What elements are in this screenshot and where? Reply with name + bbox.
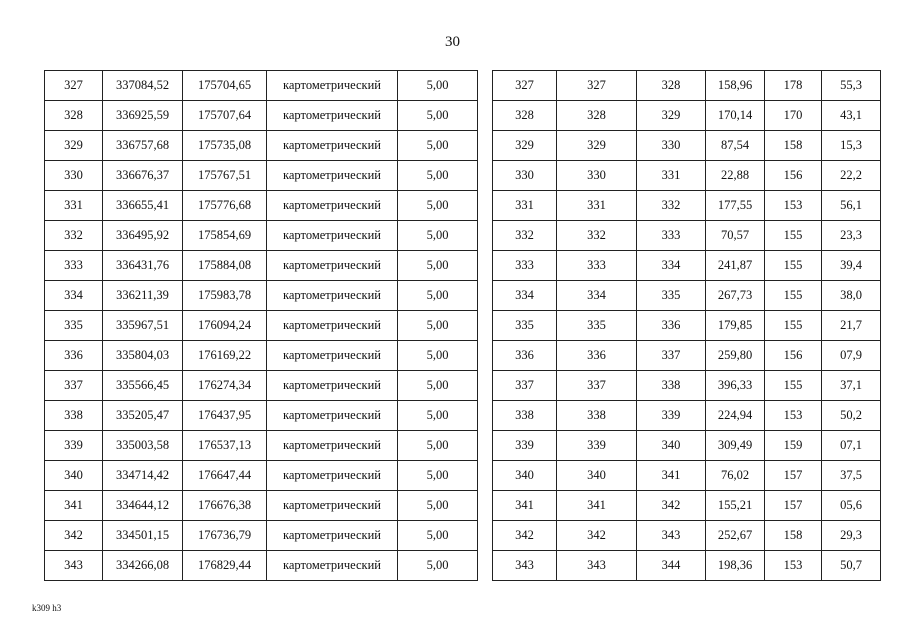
table-row (493, 461, 881, 491)
method-cell: картометрический (267, 101, 398, 131)
angle-minutes-cell: 37,5 (822, 461, 881, 491)
to-point-cell: 331 (637, 161, 706, 191)
method-cell: картометрический (267, 491, 398, 521)
from-point-cell: 340 (557, 461, 637, 491)
distance-cell: 76,02 (706, 461, 765, 491)
point-number-cell: 335 (45, 311, 103, 341)
angle-minutes-cell: 50,2 (822, 401, 881, 431)
from-point-cell: 329 (557, 131, 637, 161)
distance-cell: 252,67 (706, 521, 765, 551)
row-number-cell: 333 (493, 251, 557, 281)
table-row (45, 221, 478, 251)
method-cell: картометрический (267, 281, 398, 311)
x-coordinate-cell: 336211,39 (103, 281, 183, 311)
y-coordinate-cell: 175854,69 (183, 221, 267, 251)
table-row (493, 311, 881, 341)
row-number-cell: 331 (493, 191, 557, 221)
from-point-cell: 330 (557, 161, 637, 191)
to-point-cell: 339 (637, 401, 706, 431)
method-cell: картометрический (267, 251, 398, 281)
row-number-cell: 338 (493, 401, 557, 431)
point-number-cell: 339 (45, 431, 103, 461)
table-row (493, 191, 881, 221)
angle-minutes-cell: 43,1 (822, 101, 881, 131)
row-number-cell: 329 (493, 131, 557, 161)
to-point-cell: 343 (637, 521, 706, 551)
x-coordinate-cell: 334644,12 (103, 491, 183, 521)
y-coordinate-cell: 176437,95 (183, 401, 267, 431)
method-cell: картометрический (267, 131, 398, 161)
distance-cell: 259,80 (706, 341, 765, 371)
from-point-cell: 338 (557, 401, 637, 431)
point-number-cell: 327 (45, 71, 103, 101)
method-cell: картометрический (267, 311, 398, 341)
footer-code: k309 h3 (32, 603, 62, 613)
angle-degrees-cell: 153 (765, 401, 822, 431)
angle-minutes-cell: 05,6 (822, 491, 881, 521)
from-point-cell: 332 (557, 221, 637, 251)
angle-degrees-cell: 170 (765, 101, 822, 131)
row-number-cell: 332 (493, 221, 557, 251)
table-row (493, 131, 881, 161)
table-row (45, 461, 478, 491)
table-row (493, 101, 881, 131)
table-row (45, 311, 478, 341)
angle-degrees-cell: 157 (765, 491, 822, 521)
y-coordinate-cell: 176736,79 (183, 521, 267, 551)
method-cell: картометрический (267, 401, 398, 431)
method-cell: картометрический (267, 71, 398, 101)
method-cell: картометрический (267, 551, 398, 581)
point-number-cell: 337 (45, 371, 103, 401)
y-coordinate-cell: 175735,08 (183, 131, 267, 161)
distances-table (492, 70, 881, 581)
distance-cell: 198,36 (706, 551, 765, 581)
x-coordinate-cell: 336655,41 (103, 191, 183, 221)
distance-cell: 309,49 (706, 431, 765, 461)
y-coordinate-cell: 176274,34 (183, 371, 267, 401)
angle-degrees-cell: 155 (765, 311, 822, 341)
accuracy-cell: 5,00 (398, 251, 478, 281)
method-cell: картометрический (267, 461, 398, 491)
to-point-cell: 333 (637, 221, 706, 251)
from-point-cell: 335 (557, 311, 637, 341)
point-number-cell: 329 (45, 131, 103, 161)
table-row (493, 491, 881, 521)
distance-cell: 177,55 (706, 191, 765, 221)
row-number-cell: 343 (493, 551, 557, 581)
angle-minutes-cell: 07,1 (822, 431, 881, 461)
row-number-cell: 328 (493, 101, 557, 131)
point-number-cell: 334 (45, 281, 103, 311)
from-point-cell: 333 (557, 251, 637, 281)
row-number-cell: 327 (493, 71, 557, 101)
page-number: 30 (445, 34, 460, 50)
method-cell: картометрический (267, 371, 398, 401)
table-row (493, 371, 881, 401)
distance-cell: 396,33 (706, 371, 765, 401)
y-coordinate-cell: 176676,38 (183, 491, 267, 521)
table-row (45, 281, 478, 311)
angle-degrees-cell: 156 (765, 161, 822, 191)
angle-minutes-cell: 50,7 (822, 551, 881, 581)
y-coordinate-cell: 175884,08 (183, 251, 267, 281)
method-cell: картометрический (267, 221, 398, 251)
x-coordinate-cell: 334501,15 (103, 521, 183, 551)
from-point-cell: 334 (557, 281, 637, 311)
accuracy-cell: 5,00 (398, 401, 478, 431)
accuracy-cell: 5,00 (398, 551, 478, 581)
angle-minutes-cell: 29,3 (822, 521, 881, 551)
from-point-cell: 328 (557, 101, 637, 131)
table-row (45, 131, 478, 161)
angle-degrees-cell: 158 (765, 131, 822, 161)
table-row (45, 251, 478, 281)
point-number-cell: 343 (45, 551, 103, 581)
table-row (45, 71, 478, 101)
to-point-cell: 340 (637, 431, 706, 461)
table-row (493, 341, 881, 371)
method-cell: картометрический (267, 341, 398, 371)
point-number-cell: 338 (45, 401, 103, 431)
point-number-cell: 331 (45, 191, 103, 221)
to-point-cell: 332 (637, 191, 706, 221)
row-number-cell: 342 (493, 521, 557, 551)
row-number-cell: 340 (493, 461, 557, 491)
distance-cell: 22,88 (706, 161, 765, 191)
y-coordinate-cell: 175707,64 (183, 101, 267, 131)
angle-minutes-cell: 21,7 (822, 311, 881, 341)
point-number-cell: 340 (45, 461, 103, 491)
distance-cell: 179,85 (706, 311, 765, 341)
x-coordinate-cell: 336757,68 (103, 131, 183, 161)
angle-degrees-cell: 155 (765, 251, 822, 281)
angle-minutes-cell: 22,2 (822, 161, 881, 191)
table-row (493, 401, 881, 431)
accuracy-cell: 5,00 (398, 281, 478, 311)
distance-cell: 155,21 (706, 491, 765, 521)
distance-cell: 87,54 (706, 131, 765, 161)
method-cell: картометрический (267, 521, 398, 551)
from-point-cell: 331 (557, 191, 637, 221)
accuracy-cell: 5,00 (398, 461, 478, 491)
row-number-cell: 335 (493, 311, 557, 341)
table-row (493, 431, 881, 461)
angle-degrees-cell: 156 (765, 341, 822, 371)
accuracy-cell: 5,00 (398, 521, 478, 551)
from-point-cell: 337 (557, 371, 637, 401)
accuracy-cell: 5,00 (398, 371, 478, 401)
distance-cell: 70,57 (706, 221, 765, 251)
to-point-cell: 334 (637, 251, 706, 281)
distance-cell: 170,14 (706, 101, 765, 131)
from-point-cell: 341 (557, 491, 637, 521)
table-row (493, 221, 881, 251)
to-point-cell: 329 (637, 101, 706, 131)
y-coordinate-cell: 175983,78 (183, 281, 267, 311)
point-number-cell: 333 (45, 251, 103, 281)
method-cell: картометрический (267, 191, 398, 221)
angle-minutes-cell: 07,9 (822, 341, 881, 371)
angle-degrees-cell: 153 (765, 551, 822, 581)
accuracy-cell: 5,00 (398, 221, 478, 251)
point-number-cell: 328 (45, 101, 103, 131)
accuracy-cell: 5,00 (398, 71, 478, 101)
y-coordinate-cell: 176537,13 (183, 431, 267, 461)
angle-minutes-cell: 55,3 (822, 71, 881, 101)
to-point-cell: 328 (637, 71, 706, 101)
accuracy-cell: 5,00 (398, 101, 478, 131)
angle-minutes-cell: 56,1 (822, 191, 881, 221)
x-coordinate-cell: 335566,45 (103, 371, 183, 401)
y-coordinate-cell: 176169,22 (183, 341, 267, 371)
point-number-cell: 342 (45, 521, 103, 551)
row-number-cell: 341 (493, 491, 557, 521)
angle-minutes-cell: 23,3 (822, 221, 881, 251)
from-point-cell: 327 (557, 71, 637, 101)
angle-minutes-cell: 37,1 (822, 371, 881, 401)
accuracy-cell: 5,00 (398, 161, 478, 191)
table-row (45, 371, 478, 401)
row-number-cell: 339 (493, 431, 557, 461)
from-point-cell: 343 (557, 551, 637, 581)
table-row (45, 431, 478, 461)
to-point-cell: 330 (637, 131, 706, 161)
angle-degrees-cell: 158 (765, 521, 822, 551)
angle-degrees-cell: 159 (765, 431, 822, 461)
to-point-cell: 337 (637, 341, 706, 371)
angle-degrees-cell: 155 (765, 281, 822, 311)
angle-minutes-cell: 38,0 (822, 281, 881, 311)
method-cell: картометрический (267, 431, 398, 461)
accuracy-cell: 5,00 (398, 311, 478, 341)
table-row (493, 161, 881, 191)
y-coordinate-cell: 176094,24 (183, 311, 267, 341)
y-coordinate-cell: 175776,68 (183, 191, 267, 221)
accuracy-cell: 5,00 (398, 131, 478, 161)
table-row (45, 161, 478, 191)
point-number-cell: 336 (45, 341, 103, 371)
y-coordinate-cell: 176647,44 (183, 461, 267, 491)
table-row (45, 401, 478, 431)
x-coordinate-cell: 334714,42 (103, 461, 183, 491)
angle-degrees-cell: 155 (765, 371, 822, 401)
accuracy-cell: 5,00 (398, 431, 478, 461)
method-cell: картометрический (267, 161, 398, 191)
x-coordinate-cell: 335967,51 (103, 311, 183, 341)
x-coordinate-cell: 334266,08 (103, 551, 183, 581)
distance-cell: 224,94 (706, 401, 765, 431)
y-coordinate-cell: 176829,44 (183, 551, 267, 581)
table-row (45, 341, 478, 371)
to-point-cell: 342 (637, 491, 706, 521)
to-point-cell: 335 (637, 281, 706, 311)
angle-minutes-cell: 15,3 (822, 131, 881, 161)
distance-cell: 267,73 (706, 281, 765, 311)
angle-degrees-cell: 157 (765, 461, 822, 491)
table-row (45, 521, 478, 551)
angle-degrees-cell: 155 (765, 221, 822, 251)
table-row (45, 191, 478, 221)
point-number-cell: 341 (45, 491, 103, 521)
accuracy-cell: 5,00 (398, 341, 478, 371)
to-point-cell: 338 (637, 371, 706, 401)
row-number-cell: 330 (493, 161, 557, 191)
row-number-cell: 336 (493, 341, 557, 371)
x-coordinate-cell: 335205,47 (103, 401, 183, 431)
angle-degrees-cell: 178 (765, 71, 822, 101)
table-row (493, 71, 881, 101)
angle-minutes-cell: 39,4 (822, 251, 881, 281)
coordinates-table (44, 70, 478, 581)
distance-cell: 158,96 (706, 71, 765, 101)
x-coordinate-cell: 336676,37 (103, 161, 183, 191)
table-row (45, 101, 478, 131)
from-point-cell: 342 (557, 521, 637, 551)
to-point-cell: 336 (637, 311, 706, 341)
x-coordinate-cell: 336431,76 (103, 251, 183, 281)
accuracy-cell: 5,00 (398, 491, 478, 521)
x-coordinate-cell: 335003,58 (103, 431, 183, 461)
y-coordinate-cell: 175704,65 (183, 71, 267, 101)
x-coordinate-cell: 335804,03 (103, 341, 183, 371)
x-coordinate-cell: 336925,59 (103, 101, 183, 131)
to-point-cell: 341 (637, 461, 706, 491)
table-row (45, 491, 478, 521)
y-coordinate-cell: 175767,51 (183, 161, 267, 191)
row-number-cell: 334 (493, 281, 557, 311)
to-point-cell: 344 (637, 551, 706, 581)
x-coordinate-cell: 336495,92 (103, 221, 183, 251)
table-row (493, 281, 881, 311)
point-number-cell: 332 (45, 221, 103, 251)
distance-cell: 241,87 (706, 251, 765, 281)
from-point-cell: 339 (557, 431, 637, 461)
angle-degrees-cell: 153 (765, 191, 822, 221)
point-number-cell: 330 (45, 161, 103, 191)
x-coordinate-cell: 337084,52 (103, 71, 183, 101)
table-row (493, 551, 881, 581)
accuracy-cell: 5,00 (398, 191, 478, 221)
table-row (493, 521, 881, 551)
table-row (45, 551, 478, 581)
from-point-cell: 336 (557, 341, 637, 371)
row-number-cell: 337 (493, 371, 557, 401)
table-row (493, 251, 881, 281)
